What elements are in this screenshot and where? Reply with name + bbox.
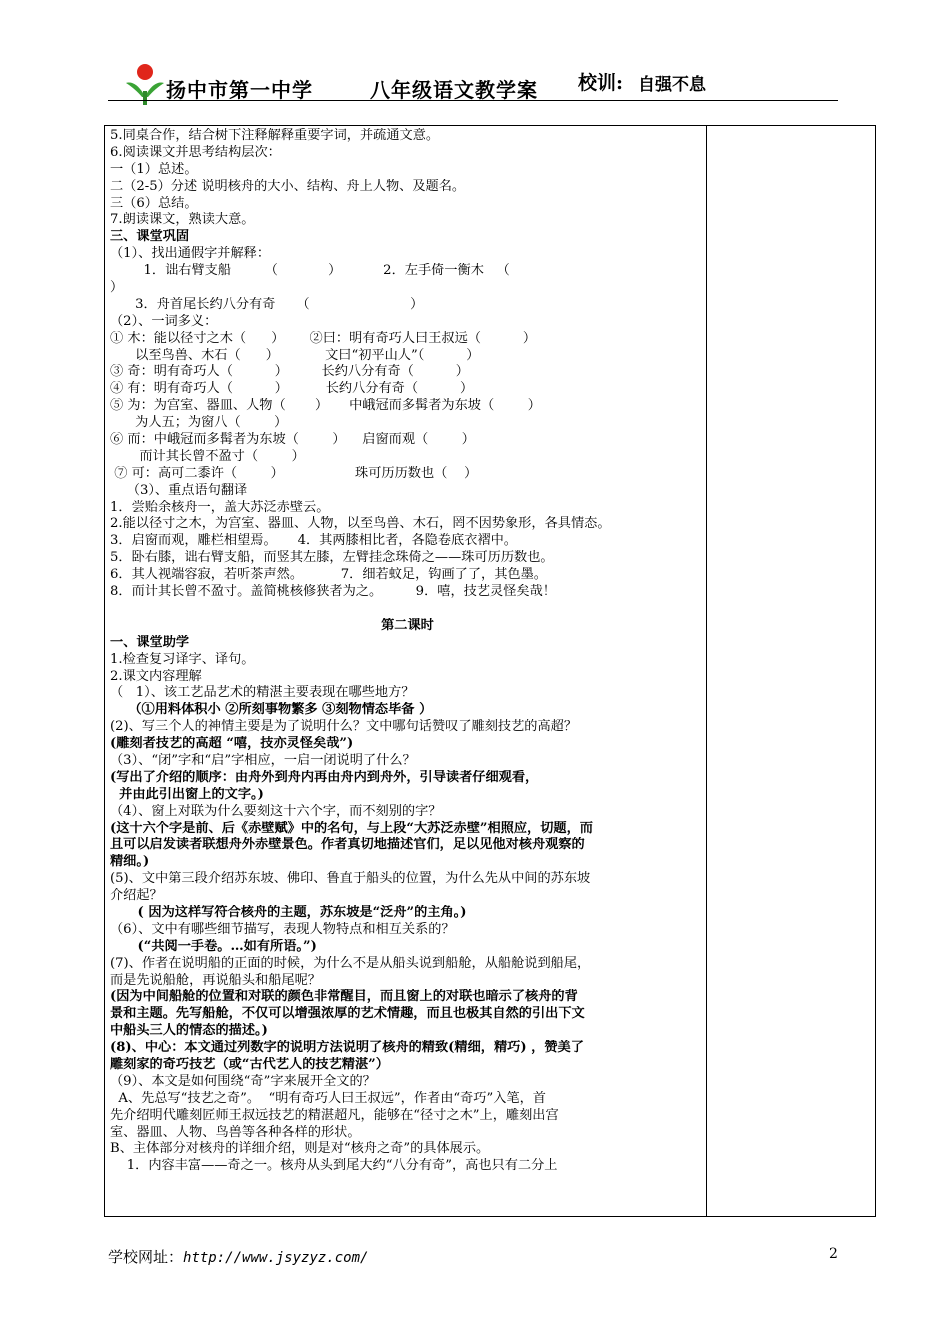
motto: 自强不息	[638, 75, 706, 95]
content-line: 三（6）总结。	[110, 195, 198, 211]
content-line: 精细。)	[110, 854, 150, 870]
content-line: (“共阅一手卷。…如有所语。”)	[110, 938, 317, 954]
content-line: ③ 奇：明有奇巧人（ ） 长约八分有奇（ ）	[110, 364, 469, 380]
content-line: （6）、文中有哪些细节描写，表现人物特点和相互关系的？	[110, 921, 455, 937]
content-line: 6.阅读课文并思考结构层次：	[110, 144, 281, 160]
header-rule	[108, 100, 838, 101]
content-line: ④ 有：明有奇巧人（ ） 长约八分有奇（ ）	[110, 381, 474, 397]
content-line: A、先总写“技艺之奇”。 “明有奇巧人曰王叔远”，作者由“奇巧”入笔，首	[110, 1090, 546, 1106]
motto-label: 校训:	[578, 72, 624, 94]
content-line: 一、课堂助学	[110, 634, 190, 650]
content-line: 一（1）总述。	[110, 161, 198, 177]
content-line: 且可以启发读者联想舟外赤壁景色。作者真切地描述官们，足以见他对核舟观察的	[110, 837, 585, 853]
lesson-content	[110, 128, 705, 1175]
content-line: 雕刻家的奇巧技艺（或“古代艺人的技艺精湛”）	[110, 1056, 389, 1072]
content-line: 1．尝贻余核舟一，盖大苏泛赤壁云。	[110, 499, 330, 515]
content-line: ⑥ 而：中峨冠而多髯者为东坡（ ） 启窗而观（ ）	[110, 432, 475, 448]
footer-label: 学校网址：	[108, 1248, 184, 1266]
content-line: 5．卧右膝，诎右臂支船，而竖其左膝，左臂挂念珠倚之——珠可历历数也。	[110, 550, 554, 566]
content-line: (这十六个字是前、后《赤壁赋》中的名句，与上段“大苏泛赤壁”相照应，切题，而	[110, 820, 593, 836]
section-title: 第二课时	[381, 617, 434, 633]
content-line: (5)、文中第三段介绍苏东坡、佛印、鲁直于船头的位置，为什么先从中间的苏东坡	[110, 871, 591, 887]
content-line: (写出了介绍的顺序：由舟外到舟内再由舟内到舟外，引导读者仔细观看，	[110, 769, 539, 785]
content-line: （3）、重点语句翻译	[110, 482, 248, 498]
content-line: 1．诎右臂支船 （ ） 2．左手倚一衡木 （	[110, 263, 510, 279]
content-line: （3）、“闭”字和“启”字相应，一启一闭说明了什么？	[110, 752, 416, 768]
content-line: 三、课堂巩固	[110, 229, 190, 245]
content-line: 以至鸟兽、木石（ ） 文曰“初平山人”（ ）	[110, 347, 480, 363]
content-line: 2.能以径寸之木，为宫室、器皿、人物，以至鸟兽、木石，罔不因势象形，各具情态。	[110, 516, 611, 532]
content-line: (2)、写三个人的神情主要是为了说明什么？文中哪句话赞叹了雕刻技艺的高超？	[110, 719, 578, 735]
content-line: (7)、作者在说明船的正面的时候，为什么不是从船头说到船舱，从船舱说到船尾，	[110, 955, 591, 971]
content-line: 中船头三人的情态的描述。)	[110, 1023, 268, 1039]
course-title: 八年级语文教学案	[370, 78, 538, 102]
footer-website	[108, 1246, 368, 1267]
content-line: 二（2-5）分述 说明核舟的大小、结构、舟上人物、及题名。	[110, 178, 466, 194]
footer-url[interactable]: http://www.jsyzyz.com/	[183, 1250, 369, 1266]
content-line: 3．舟首尾长约八分有奇 （ ）	[110, 296, 424, 312]
content-line: ( 因为这样写符合核舟的主题，苏东坡是“泛舟”的主角。)	[110, 904, 467, 920]
page-header	[108, 58, 838, 100]
content-line: 7.朗读课文，熟读大意。	[110, 212, 255, 228]
content-line: 室、器皿、人物、鸟兽等各种各样的形状。	[110, 1124, 361, 1140]
content-line: 而是先说船舱，再说船头和船尾呢？	[110, 972, 321, 988]
content-line: （①用料体积小 ②所刻事物繁多 ③刻物情态毕备 ）	[110, 702, 433, 718]
content-line: 景和主题。先写船舱，不仅可以增强浓厚的艺术情趣，而且也极其自然的引出下文	[110, 1006, 585, 1022]
content-line: 而计其长曾不盈寸（ ）	[110, 448, 305, 464]
content-line: （9）、本文是如何围绕“奇”字来展开全文的？	[110, 1073, 376, 1089]
content-line: 并由此引出窗上的文字。)	[110, 786, 264, 802]
notes-cell	[707, 125, 876, 1217]
content-line: ）	[110, 280, 124, 296]
content-line: 1.检查复习译字、译句。	[110, 651, 255, 667]
content-line: 5.同桌合作，结合树下注释解释重要字词，并疏通文意。	[110, 128, 440, 143]
content-line: 介绍起？	[110, 888, 163, 904]
content-line: （1）、找出通假字并解释：	[110, 246, 271, 262]
content-line: 1．内容丰富——奇之一。核舟从头到尾大约“八分有奇”，高也只有二分上	[110, 1158, 558, 1174]
content-line: 2.课文内容理解	[110, 668, 202, 684]
content-line: ⑤ 为：为宫室、器皿、人物（ ） 中峨冠而多髯者为东坡（ ）	[110, 398, 541, 414]
content-line: ⑦ 可：高可二黍许（ ） 珠可历历数也（ ）	[110, 465, 478, 481]
content-line	[110, 601, 705, 618]
content-line: B、主体部分对核舟的详细介绍，则是对“核舟之奇”的具体展示。	[110, 1141, 490, 1157]
content-line: （4）、窗上对联为什么要刻这十六个字，而不刻别的字？	[110, 803, 442, 819]
content-line: 8．而计其长曾不盈寸。盖简桃核修狭者为之。 9．嘻，技艺灵怪矣哉！	[110, 584, 556, 600]
content-line: 为人五；为窗八（ ）	[110, 415, 288, 431]
school-name: 扬中市第一中学	[166, 78, 313, 102]
content-line: ① 木：能以径寸之木（ ） ②曰：明有奇巧人曰王叔远（ ）	[110, 330, 537, 346]
content-line: (8)、中心：本文通过列数字的说明方法说明了核舟的精致(精细，精巧) ，赞美了	[110, 1040, 584, 1056]
content-line: (因为中间船舱的位置和对联的颜色非常醒目，而且窗上的对联也暗示了核舟的背	[110, 989, 578, 1005]
page-number: 2	[829, 1246, 838, 1262]
content-line: 3．启窗而观，雕栏相望焉。 4．其两膝相比者，各隐卷底衣褶中。	[110, 533, 517, 549]
content-line: (雕刻者技艺的高超 “嘻，技亦灵怪矣哉”)	[110, 736, 354, 752]
content-line: （2）、一词多义：	[110, 313, 218, 329]
content-line: （ 1）、该工艺品艺术的精湛主要表现在哪些地方？	[110, 685, 415, 701]
content-line: 先介绍明代雕刻匠师王叔远技艺的精湛超凡，能够在“径寸之木”上，雕刻出宫	[110, 1107, 559, 1123]
content-line: 6．其人视端容寂，若听茶声然。 7．细若蚊足，钩画了了，其色墨。	[110, 567, 547, 583]
